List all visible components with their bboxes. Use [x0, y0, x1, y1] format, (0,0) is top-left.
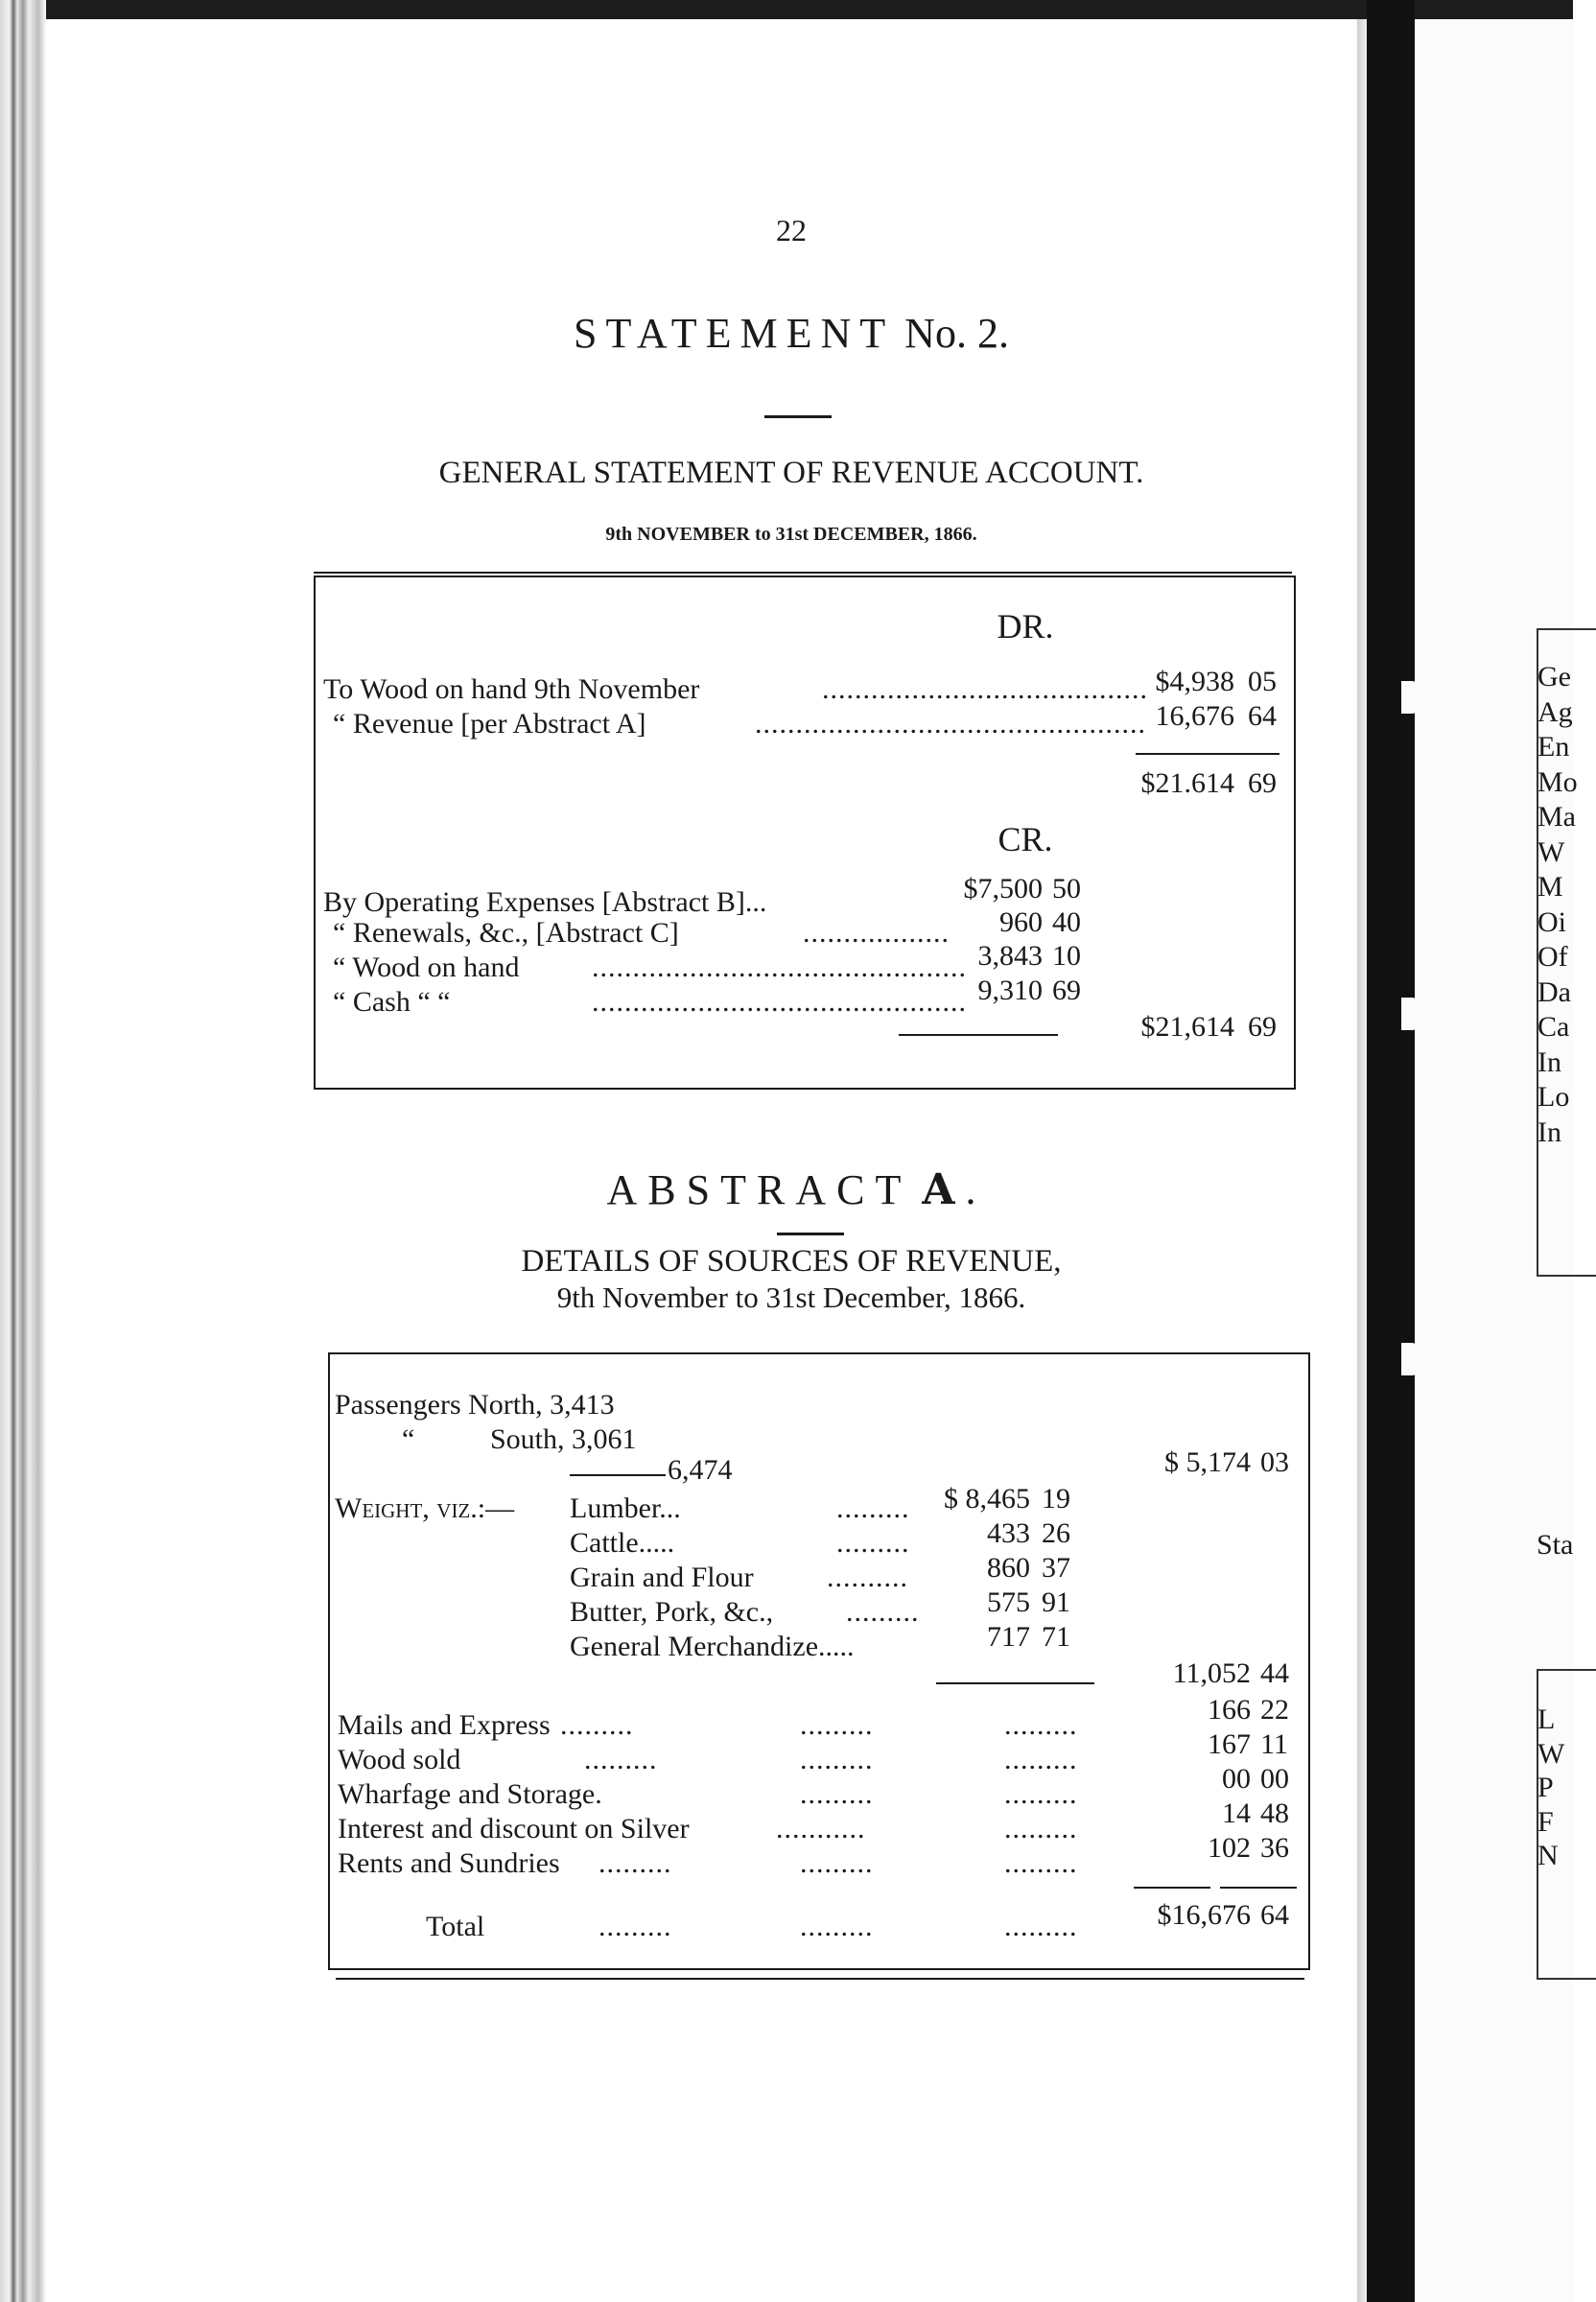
revenue-item-dollars: 102: [1208, 1832, 1251, 1864]
weight-item-dollars: $ 8,465: [944, 1483, 1030, 1515]
leader-dots: .........: [1004, 1778, 1078, 1810]
weight-item-dollars: 717: [987, 1621, 1030, 1653]
box-top-rule: [314, 572, 1292, 574]
cr-row-cents: 40: [1052, 906, 1081, 938]
facing-line: Sta: [1537, 1529, 1574, 1561]
revenue-item-label: Wood sold: [338, 1744, 461, 1775]
dr-total-cents: 69: [1248, 767, 1277, 799]
weight-item-label: Cattle.....: [570, 1527, 675, 1559]
abstract-total-dollars: $16,676: [1157, 1899, 1251, 1931]
sum-rule: [1220, 1887, 1297, 1889]
facing-line: P: [1537, 1772, 1554, 1803]
revenue-item-label: Mails and Express: [338, 1709, 551, 1741]
dr-row-cents: 64: [1248, 700, 1277, 732]
weight-item-cents: 91: [1042, 1586, 1070, 1618]
leader-dots: .........: [598, 1847, 672, 1879]
weight-item-label: Butter, Pork, &c.,: [570, 1596, 774, 1628]
weight-total-dollars: 11,052: [1172, 1657, 1251, 1689]
facing-line: W: [1537, 1737, 1565, 1770]
leader-dots: .........: [560, 1709, 634, 1741]
cr-row-dollars: 3,843: [977, 940, 1043, 972]
cr-row-dollars: 960: [999, 906, 1043, 938]
weight-item-label: Grain and Flour: [570, 1562, 754, 1593]
dr-row-label: “ Revenue [per Abstract A]: [333, 708, 646, 740]
facing-line: M: [1537, 871, 1563, 903]
weight-item-cents: 37: [1042, 1552, 1070, 1584]
book-binding-edge: [0, 0, 46, 2302]
leader-dots: .........: [836, 1527, 910, 1559]
revenue-item-cents: 11: [1260, 1728, 1288, 1760]
cr-header: CR.: [998, 820, 1053, 858]
scan-top-edge: [0, 0, 1573, 19]
leader-dots: ..............................................: [592, 951, 967, 983]
leader-dots: ..................: [803, 917, 950, 949]
page-notch: [1401, 1343, 1422, 1375]
passengers-south: South, 3,061: [490, 1423, 637, 1455]
leader-dots: ...........: [776, 1813, 866, 1844]
passengers-ditto: “: [402, 1423, 415, 1455]
leader-dots: .........: [598, 1911, 672, 1942]
weight-total-cents: 44: [1260, 1657, 1289, 1689]
weight-item-cents: 26: [1042, 1517, 1070, 1549]
leader-dots: .........: [1004, 1744, 1078, 1775]
leader-dots: .........: [1004, 1911, 1078, 1942]
facing-line: In: [1537, 1116, 1561, 1148]
page-edge-shadow: [1357, 19, 1367, 2302]
box-bottom-rule: [336, 1978, 1304, 1980]
leader-dots: .........: [800, 1847, 874, 1879]
revenue-account-box: [314, 576, 1296, 1090]
leader-dots: .........: [800, 1778, 874, 1810]
revenue-item-cents: 00: [1260, 1763, 1289, 1795]
revenue-item-label: Wharfage and Storage.: [338, 1778, 602, 1810]
page-notch: [1401, 681, 1422, 714]
cr-row-cents: 10: [1052, 940, 1081, 972]
statement-title-word: STATEMENT: [574, 310, 895, 357]
passengers-dollars: $ 5,174: [1164, 1446, 1251, 1478]
cr-row-dollars: 9,310: [977, 975, 1043, 1006]
passengers-north: Passengers North, 3,413: [335, 1389, 615, 1421]
page-number: 22: [776, 213, 807, 247]
abstract-title-word: ABSTRACT: [606, 1166, 912, 1213]
abstract-total-cents: 64: [1260, 1899, 1289, 1931]
abstract-rule: [777, 1233, 844, 1235]
page-notch: [1401, 998, 1422, 1030]
facing-line: F: [1537, 1805, 1554, 1838]
abstract-box: [328, 1352, 1310, 1970]
cr-row-label: “ Wood on hand: [333, 951, 520, 983]
facing-line: Ma: [1537, 801, 1576, 833]
weight-item-cents: 19: [1042, 1483, 1070, 1515]
revenue-item-dollars: 14: [1222, 1797, 1251, 1829]
leader-dots: .........: [1004, 1847, 1078, 1879]
facing-line: In: [1537, 1045, 1561, 1078]
revenue-item-dollars: 00: [1222, 1763, 1251, 1795]
abstract-total-label: Total: [426, 1911, 485, 1942]
abstract-title-end: .: [965, 1166, 976, 1213]
facing-page-lines: [1537, 1703, 1564, 1873]
revenue-item-dollars: 167: [1208, 1728, 1251, 1760]
revenue-item-cents: 36: [1260, 1832, 1289, 1864]
passenger-rule: [570, 1474, 666, 1476]
revenue-item-cents: 48: [1260, 1797, 1289, 1829]
weight-item-dollars: 433: [987, 1517, 1030, 1549]
sum-rule: [1134, 1887, 1210, 1889]
passengers-cents: 03: [1260, 1446, 1289, 1478]
facing-page-lines: [1537, 660, 1578, 1150]
weight-item-dollars: 860: [987, 1552, 1030, 1584]
abstract-title-letter: A: [922, 1165, 955, 1214]
abstract-heading: DETAILS OF SOURCES OF REVENUE,: [521, 1244, 1062, 1279]
facing-page: [1415, 19, 1578, 2302]
sum-rule: [936, 1682, 1094, 1684]
dr-header: DR.: [997, 607, 1054, 646]
facing-line: L: [1537, 1703, 1556, 1735]
facing-line: Ca: [1537, 1011, 1570, 1043]
title-rule: [764, 415, 832, 418]
facing-line: En: [1537, 731, 1570, 763]
leader-dots: .........: [800, 1744, 874, 1775]
dr-total-dollars: $21.614: [1140, 767, 1234, 799]
book-gutter: [1367, 0, 1415, 2302]
weight-item-label: General Merchandize.....: [570, 1631, 855, 1662]
facing-line: Lo: [1537, 1081, 1570, 1113]
leader-dots: ........................................: [822, 673, 1148, 705]
facing-line: Of: [1537, 941, 1568, 973]
facing-line: W: [1537, 835, 1565, 868]
statement-period: 9th NOVEMBER to 31st DECEMBER, 1866.: [605, 524, 977, 545]
cr-total-dollars: $21,614: [1140, 1011, 1234, 1043]
statement-title-number: No. 2.: [904, 310, 1009, 357]
sum-rule: [899, 1034, 1058, 1036]
revenue-item-cents: 22: [1260, 1694, 1289, 1726]
leader-dots: .........: [584, 1744, 658, 1775]
leader-dots: .........: [1004, 1813, 1078, 1844]
dr-row-dollars: $4,938: [1155, 666, 1234, 697]
dr-row-cents: 05: [1248, 666, 1277, 697]
cr-row-cents: 69: [1052, 975, 1081, 1006]
weight-item-dollars: 575: [987, 1586, 1030, 1618]
passengers-total: 6,474: [668, 1454, 733, 1486]
sum-rule: [1136, 753, 1279, 755]
weight-item-cents: 71: [1042, 1621, 1070, 1653]
revenue-item-label: Rents and Sundries: [338, 1847, 560, 1879]
cr-row-dollars: $7,500: [963, 873, 1043, 904]
abstract-period: 9th November to 31st December, 1866.: [556, 1280, 1026, 1314]
leader-dots: ................................................: [755, 708, 1146, 740]
weight-label: Weight, viz.:—: [335, 1492, 515, 1524]
facing-line: Oi: [1537, 905, 1566, 938]
cr-row-label: “ Renewals, &c., [Abstract C]: [333, 917, 679, 949]
facing-line: N: [1537, 1840, 1559, 1871]
cr-row-cents: 50: [1052, 873, 1081, 904]
facing-line: Ag: [1537, 695, 1573, 728]
statement-title: [288, 309, 1295, 358]
dr-row-label: To Wood on hand 9th November: [323, 673, 700, 705]
leader-dots: ..........: [827, 1562, 908, 1593]
abstract-title: [288, 1165, 1295, 1214]
leader-dots: .........: [846, 1596, 920, 1628]
leader-dots: ..............................................: [592, 986, 967, 1018]
facing-line: Mo: [1537, 765, 1578, 798]
leader-dots: .........: [1004, 1709, 1078, 1741]
weight-item-label: Lumber...: [570, 1492, 681, 1524]
cr-total-cents: 69: [1248, 1011, 1277, 1043]
leader-dots: .........: [800, 1911, 874, 1942]
statement-heading: GENERAL STATEMENT OF REVENUE ACCOUNT.: [438, 456, 1144, 490]
cr-row-label: “ Cash “ “: [333, 986, 451, 1018]
cr-row-label: By Operating Expenses [Abstract B]...: [323, 886, 767, 918]
facing-line: Da: [1537, 975, 1571, 1008]
leader-dots: .........: [800, 1709, 874, 1741]
revenue-item-dollars: 166: [1208, 1694, 1251, 1726]
revenue-item-label: Interest and discount on Silver: [338, 1813, 690, 1844]
facing-line: Ge: [1537, 661, 1571, 693]
dr-row-dollars: 16,676: [1155, 700, 1234, 732]
leader-dots: .........: [836, 1492, 910, 1524]
